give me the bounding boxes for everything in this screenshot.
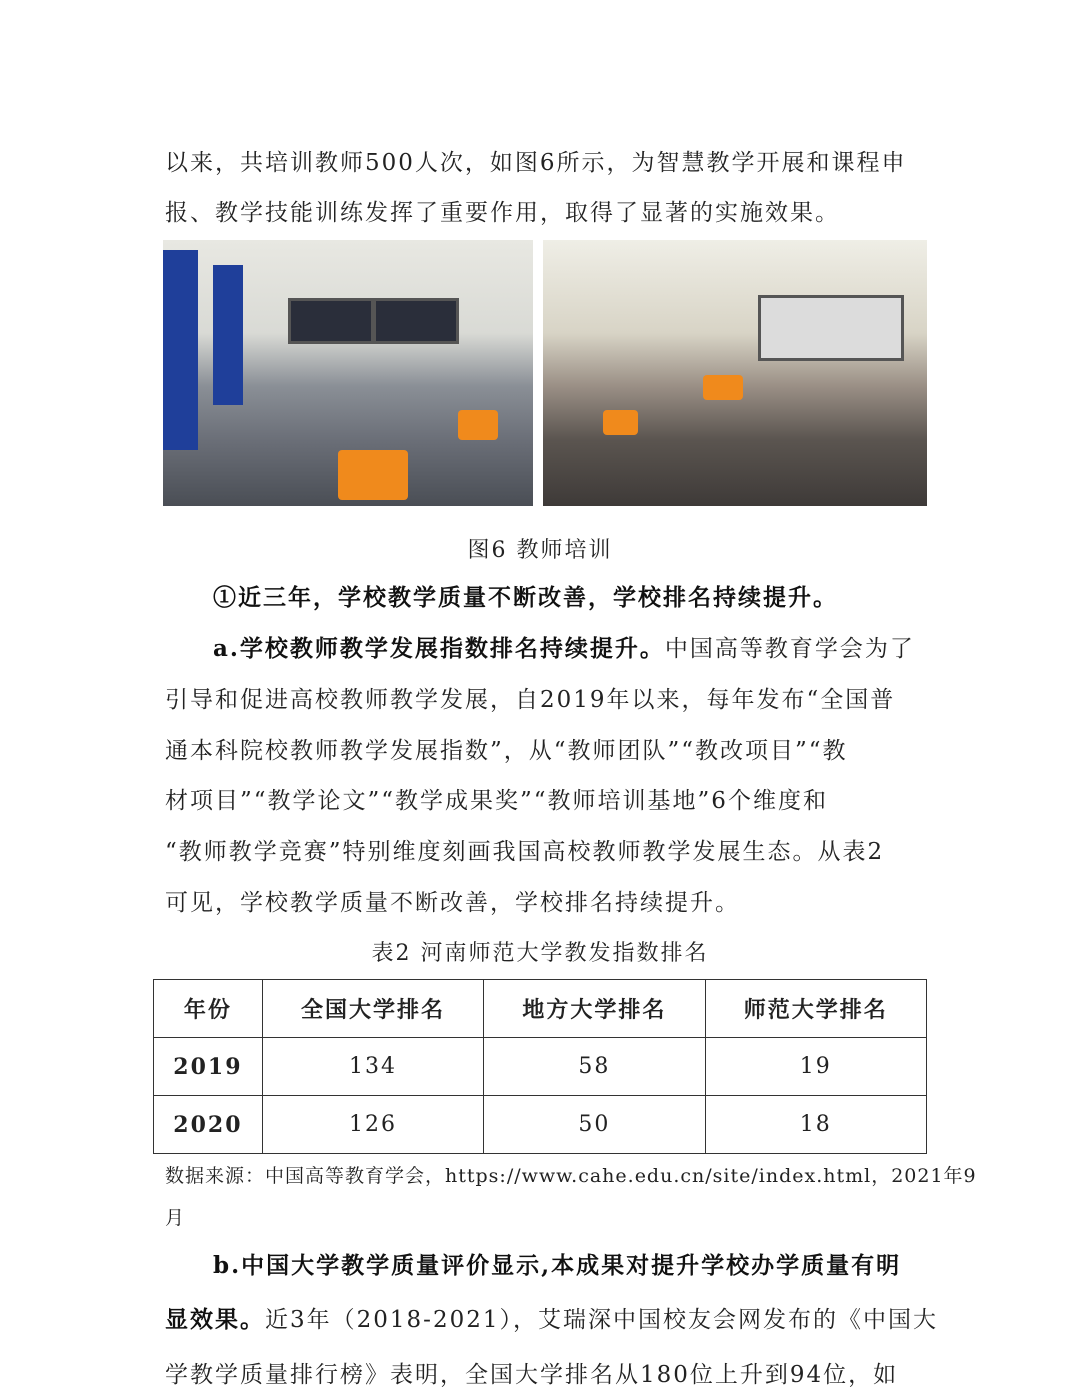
table-cell: 50 [484,1096,705,1154]
body-text-line: 引导和促进高校教师教学发展，自2019年以来，每年发布“全国普 [165,687,896,713]
paragraph-b-text: 近3年（2018-2021），艾瑞深中国校友会网发布的《中国大 [265,1307,938,1333]
table-header: 年份 [154,980,263,1038]
body-text-line: 可见，学校教学质量不断改善，学校排名持续提升。 [165,890,740,916]
table-header-row [154,980,927,1038]
table-cell: 18 [705,1096,926,1154]
body-text-line: 以来，共培训教师500人次，如图6所示，为智慧教学开展和课程申 [165,150,907,176]
table-cell: 19 [705,1038,926,1096]
paragraph-b-line [165,1305,938,1335]
paragraph-b-lead: b.中国大学教学质量评价显示,本成果对提升学校办学质量有明 [213,1252,902,1279]
table-cell-year: 2019 [154,1038,263,1096]
table-footnote: 月 [165,1207,186,1229]
table-row [154,1038,927,1096]
body-text-line: 通本科院校教师教学发展指数”，从“教师团队”“教改项目”“教 [165,738,848,764]
table-caption: 表2 河南师范大学教发指数排名 [371,941,709,966]
table-footnote: 数据来源：中国高等教育学会，https://www.cahe.edu.cn/site/index.html，2021年9 [165,1165,977,1187]
body-text-line: 学教学质量排行榜》表明，全国大学排名从180位上升到94位，如 [165,1362,899,1388]
table-cell: 134 [262,1038,483,1096]
body-text-line: 材项目”“教学论文”“教学成果奖”“教师培训基地”6个维度和 [165,788,828,814]
table-row [154,1096,927,1154]
table-header: 全国大学排名 [262,980,483,1038]
teacher-training-photo-2 [543,240,927,506]
body-text-line: 报、教学技能训练发挥了重要作用，取得了显著的实施效果。 [165,200,840,226]
section-heading: ①近三年，学校教学质量不断改善，学校排名持续提升。 [213,584,838,611]
table-header: 地方大学排名 [484,980,705,1038]
paragraph-a-text: 中国高等教育学会为了 [664,636,915,662]
paragraph-b-lead: 显效果。 [165,1306,265,1333]
ranking-table [153,979,927,1154]
paragraph-a-first-line [213,634,915,664]
paragraph-a-lead: a.学校教师教学发展指数排名持续提升。 [213,635,665,662]
table-cell: 126 [262,1096,483,1154]
table-cell-year: 2020 [154,1096,263,1154]
teacher-training-photo-1 [163,240,533,506]
table-cell: 58 [484,1038,705,1096]
body-text-line: “教师教学竞赛”特别维度刻画我国高校教师教学发展生态。从表2 [165,839,885,865]
table-header: 师范大学排名 [705,980,926,1038]
figure-caption: 图6 教师培训 [467,538,613,563]
